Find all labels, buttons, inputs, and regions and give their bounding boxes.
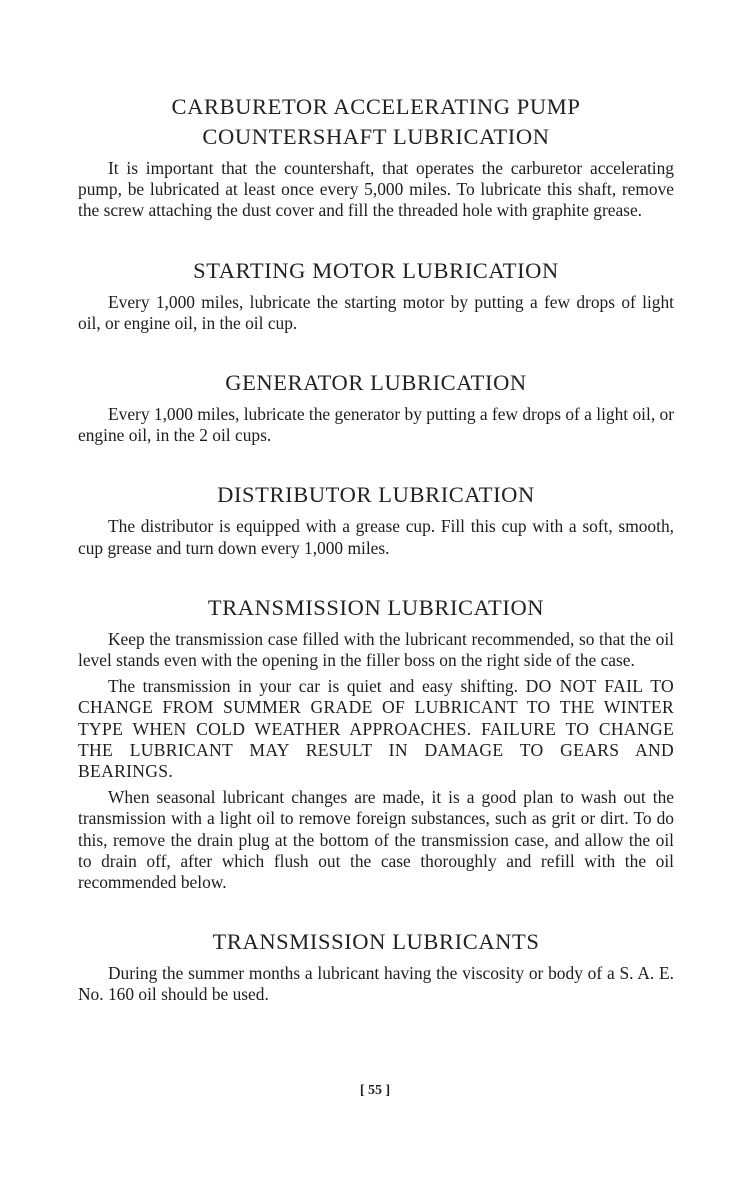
title-line: COUNTERSHAFT LUBRICATION — [202, 124, 550, 149]
title-line: TRANSMISSION LUBRICANTS — [212, 929, 540, 955]
section-title — [78, 927, 674, 957]
manual-page — [78, 92, 674, 1006]
warning-lead-text: The transmission in your car is quiet and easy shifting. — [108, 676, 518, 697]
paragraph: When seasonal lubricant changes are made, it is a good plan to wash out the transmission with a light oil to remove foreign substances, such as grit or dirt. To do this, remove the drain plug at the bottom of the transmission case, and allow the oil to drain off, after which flush out the case thoroughly and refill with the oil recommended below. — [78, 787, 674, 893]
section-title — [78, 593, 674, 623]
paragraph: The distributor is equipped with a grease cup. Fill this cup with a soft, smooth, cup grease and turn down every 1,000 miles. — [78, 516, 674, 558]
section-title — [78, 480, 674, 510]
warning-caps-text: DO NOT FAIL TO CHANGE FROM SUMMER GRADE OF LUBRICANT TO THE WINTER TYPE WHEN COLD WEATHER APPROACHES. FAILURE TO CHANGE THE LUBRICANT MAY RESULT IN DAMAGE TO GEARS AND BEARINGS. — [78, 676, 675, 782]
section-starting-motor — [78, 256, 674, 334]
section-transmission-lubricants — [78, 927, 674, 1005]
section-title — [78, 368, 674, 398]
paragraph-warning — [78, 676, 674, 782]
section-title — [78, 92, 674, 152]
paragraph: Every 1,000 miles, lubricate the generator by putting a few drops of a light oil, or engine oil, in the 2 oil cups. — [78, 404, 675, 446]
section-transmission — [78, 593, 674, 893]
section-distributor — [78, 480, 674, 558]
paragraph: Every 1,000 miles, lubricate the starting motor by putting a few drops of light oil, or engine oil, in the oil cup. — [78, 291, 674, 333]
section-carburetor-countershaft — [78, 92, 674, 222]
section-title — [78, 256, 674, 286]
title-line: DISTRIBUTOR LUBRICATION — [217, 482, 535, 508]
paragraph: Keep the transmission case filled with the lubricant recommended, so that the oil level stands even with the opening in the filler boss on the right side of the case. — [78, 628, 674, 671]
title-line: TRANSMISSION LUBRICATION — [207, 594, 545, 620]
title-line: GENERATOR LUBRICATION — [225, 370, 527, 396]
title-line: CARBURETOR ACCELERATING PUMP — [171, 94, 581, 119]
section-generator — [78, 368, 674, 446]
page-number: [ 55 ] — [359, 1083, 391, 1098]
paragraph: During the summer months a lubricant having the viscosity or body of a S. A. E. No. 160 oil should be used. — [78, 963, 674, 1005]
title-line: STARTING MOTOR LUBRICATION — [193, 257, 559, 283]
paragraph: It is important that the countershaft, that operates the carburetor accelerating pump, be lubricated at least once every 5,000 miles. To lubricate this shaft, remove the screw attaching the dust cover and fill the threaded hole with graphite grease. — [78, 158, 674, 221]
